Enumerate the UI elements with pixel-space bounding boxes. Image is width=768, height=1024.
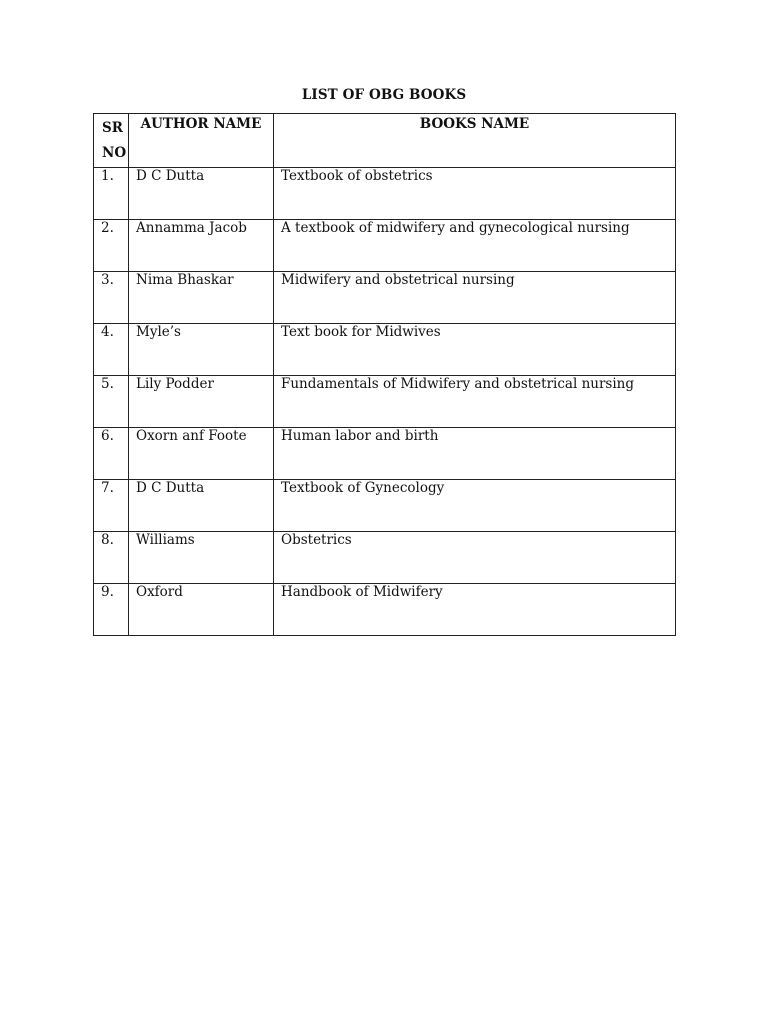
row-sr-no: 6. [94, 428, 129, 480]
row-author: Myle’s [129, 324, 274, 376]
row-book: Midwifery and obstetrical nursing [274, 272, 676, 324]
row-sr-no: 8. [94, 532, 129, 584]
row-sr-no: 4. [94, 324, 129, 376]
header-sr-label: SR [102, 120, 123, 136]
table-row [94, 324, 676, 376]
row-book: Obstetrics [274, 532, 676, 584]
row-author: D C Dutta [129, 168, 274, 220]
row-book: A textbook of midwifery and gynecological nursing [274, 220, 676, 272]
row-author: Lily Podder [129, 376, 274, 428]
row-book: Text book for Midwives [274, 324, 676, 376]
row-sr-no: 1. [94, 168, 129, 220]
row-author: Oxford [129, 584, 274, 636]
row-sr-no: 7. [94, 480, 129, 532]
table-row [94, 376, 676, 428]
header-sr-no [94, 114, 129, 168]
header-books-name: BOOKS NAME [274, 114, 676, 168]
row-author: Annamma Jacob [129, 220, 274, 272]
table-row [94, 532, 676, 584]
page-title: LIST OF OBG BOOKS [301, 87, 467, 103]
table-row [94, 220, 676, 272]
row-sr-no: 3. [94, 272, 129, 324]
table-header-row [94, 114, 676, 168]
row-author: Nima Bhaskar [129, 272, 274, 324]
row-author: Williams [129, 532, 274, 584]
row-sr-no: 5. [94, 376, 129, 428]
row-book: Fundamentals of Midwifery and obstetrical nursing [274, 376, 676, 428]
row-book: Textbook of obstetrics [274, 168, 676, 220]
row-book: Textbook of Gynecology [274, 480, 676, 532]
table-row [94, 272, 676, 324]
row-author: D C Dutta [129, 480, 274, 532]
header-author-name: AUTHOR NAME [129, 114, 274, 168]
row-book: Handbook of Midwifery [274, 584, 676, 636]
table-row [94, 480, 676, 532]
table-row [94, 584, 676, 636]
row-sr-no: 2. [94, 220, 129, 272]
row-sr-no: 9. [94, 584, 129, 636]
header-no-label: NO [102, 145, 127, 161]
table-row [94, 168, 676, 220]
books-table [93, 113, 676, 636]
row-book: Human labor and birth [274, 428, 676, 480]
table-row [94, 428, 676, 480]
row-author: Oxorn anf Foote [129, 428, 274, 480]
